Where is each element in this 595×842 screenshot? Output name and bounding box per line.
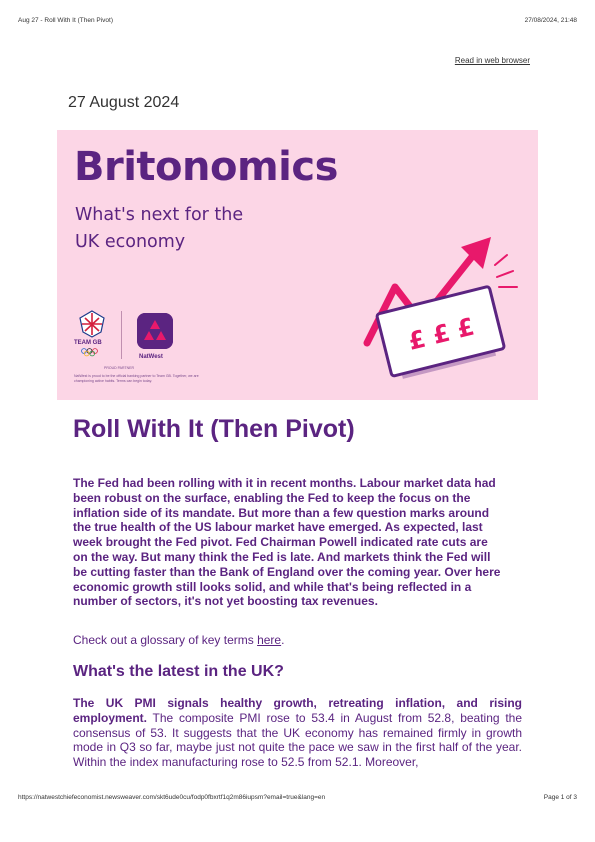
print-url: https://natwestchiefeconomist.newsweaver.com/skt6ude0cu/fodp0fbxrtf1q2m86iupsm?email=true&lang=en [18,794,326,801]
article-headline: Roll With It (Then Pivot) [73,415,355,443]
glossary-prefix: Check out a glossary of key terms [73,633,258,647]
print-datetime: 27/08/2024, 21:48 [524,17,577,24]
print-footer [18,794,577,804]
print-header [18,17,577,27]
banner-brand: Britonomics [74,144,338,190]
banner-tagline-line2: UK economy [75,232,186,252]
logo-divider [121,311,122,359]
print-page-number: Page 1 of 3 [543,794,577,801]
intro-paragraph: The Fed had been rolling with it in recent months. Labour market data had been robust on the surface, enabling the Fed to keep the focus on the inflation side of its mandate. But more than a few question marks around the true health of the US labour market have emerged. As expected, last week brought the Fed pivot. Fed Chairman Powell indicated rate cuts are on the way. But many think the Fed is late. And markets think the Fed will be cutting faster than the Bank of England over the coming year. Over here economic growth still looks solid, and while that's being reflected in a number of sectors, it's not yet boosting tax revenues. [73,476,501,609]
uk-pmi-paragraph [73,696,522,770]
team-gb-label: TEAM GB [74,340,102,346]
glossary-suffix: . [281,633,285,647]
team-gb-logo-icon [74,308,110,358]
banner-currency: £ £ £ [405,312,478,356]
pmi-body-text: The composite PMI rose to 53.4 in August from 52.8, beating the consensus of 53. It suggests that the UK economy has remained firmly in growth mode in Q3 so far, maybe just not quite the pace we saw in the first half of the year. Within the index manufacturing rose to 52.5 from 52.1. Moreover, [73,710,522,770]
glossary-line [73,633,284,647]
britonomics-banner [57,130,538,400]
natwest-logo-icon [137,313,173,349]
glossary-link[interactable]: here [257,633,282,647]
issue-date: 27 August 2024 [68,94,180,111]
rising-pounds-chart-icon [357,225,527,385]
read-in-browser-link[interactable]: Read in web browser [454,56,530,65]
banner-fine-print: NatWest is proud to be the official banking partner to Team GB. Together, we are championing active habits. Terms can begin today. [74,374,199,383]
natwest-label: NatWest [139,354,163,360]
banner-tagline-line1: What's next for the [75,205,244,225]
section-heading-uk: What's the latest in the UK? [73,663,284,680]
banner-tagline [75,202,305,256]
print-page-title: Aug 27 - Roll With It (Then Pivot) [18,17,114,24]
proud-partner-label: PROUD PARTNER [104,366,135,370]
pmi-lead-sentence: The UK PMI signals healthy growth, retreating inflation, and rising employment. [73,696,522,725]
